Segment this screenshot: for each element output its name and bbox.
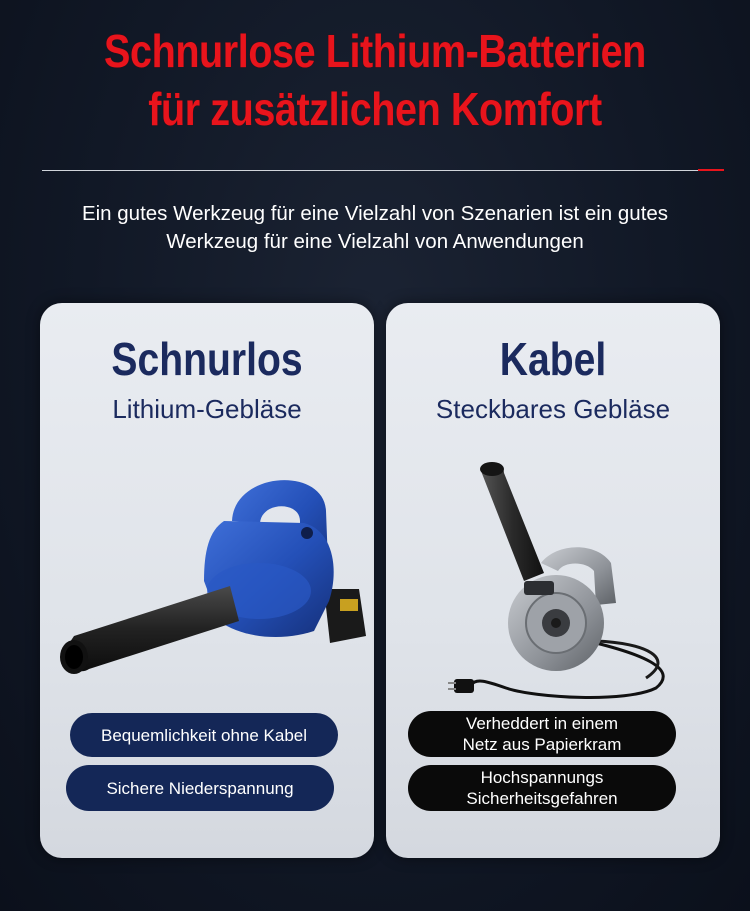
feature-pill-low-voltage bbox=[66, 765, 334, 811]
subtitle-line-1: Ein gutes Werkzeug für eine Vielzahl von Szenarien ist ein gutes bbox=[81, 202, 669, 225]
feature-pill-high-voltage bbox=[408, 765, 676, 811]
corded-card-subtitle: Steckbares Gebläse bbox=[435, 394, 671, 424]
cordless-card-title: Schnurlos bbox=[111, 333, 303, 385]
subtitle bbox=[0, 200, 750, 256]
feature-pill-label-1: Hochspannungs bbox=[480, 768, 604, 787]
subtitle-line-2: Werkzeug für eine Vielzahl von Anwendungen bbox=[166, 230, 584, 253]
divider-line bbox=[42, 170, 698, 171]
headline-line-1: Schnurlose Lithium-Batterien bbox=[104, 25, 646, 77]
headline bbox=[53, 22, 698, 138]
divider-accent bbox=[698, 169, 724, 171]
feature-pill-tangled bbox=[408, 711, 676, 757]
corded-card-title: Kabel bbox=[499, 333, 607, 385]
feature-pill-label: Bequemlichkeit ohne Kabel bbox=[100, 725, 308, 745]
feature-pill-label-1: Verheddert in einem bbox=[465, 714, 619, 733]
feature-pill-label-2: Netz aus Papierkram bbox=[462, 735, 622, 754]
cordless-blower-icon bbox=[54, 461, 374, 691]
corded-blower-icon bbox=[446, 453, 686, 703]
headline-line-2: für zusätzlichen Komfort bbox=[148, 83, 602, 135]
cordless-card-subtitle: Lithium-Gebläse bbox=[112, 394, 302, 424]
feature-pill-label: Sichere Niederspannung bbox=[106, 778, 294, 798]
feature-pill-label-2: Sicherheitsgefahren bbox=[466, 789, 618, 808]
feature-pill-no-cable bbox=[70, 713, 338, 757]
cordless-card bbox=[40, 303, 374, 858]
corded-card bbox=[386, 303, 720, 858]
